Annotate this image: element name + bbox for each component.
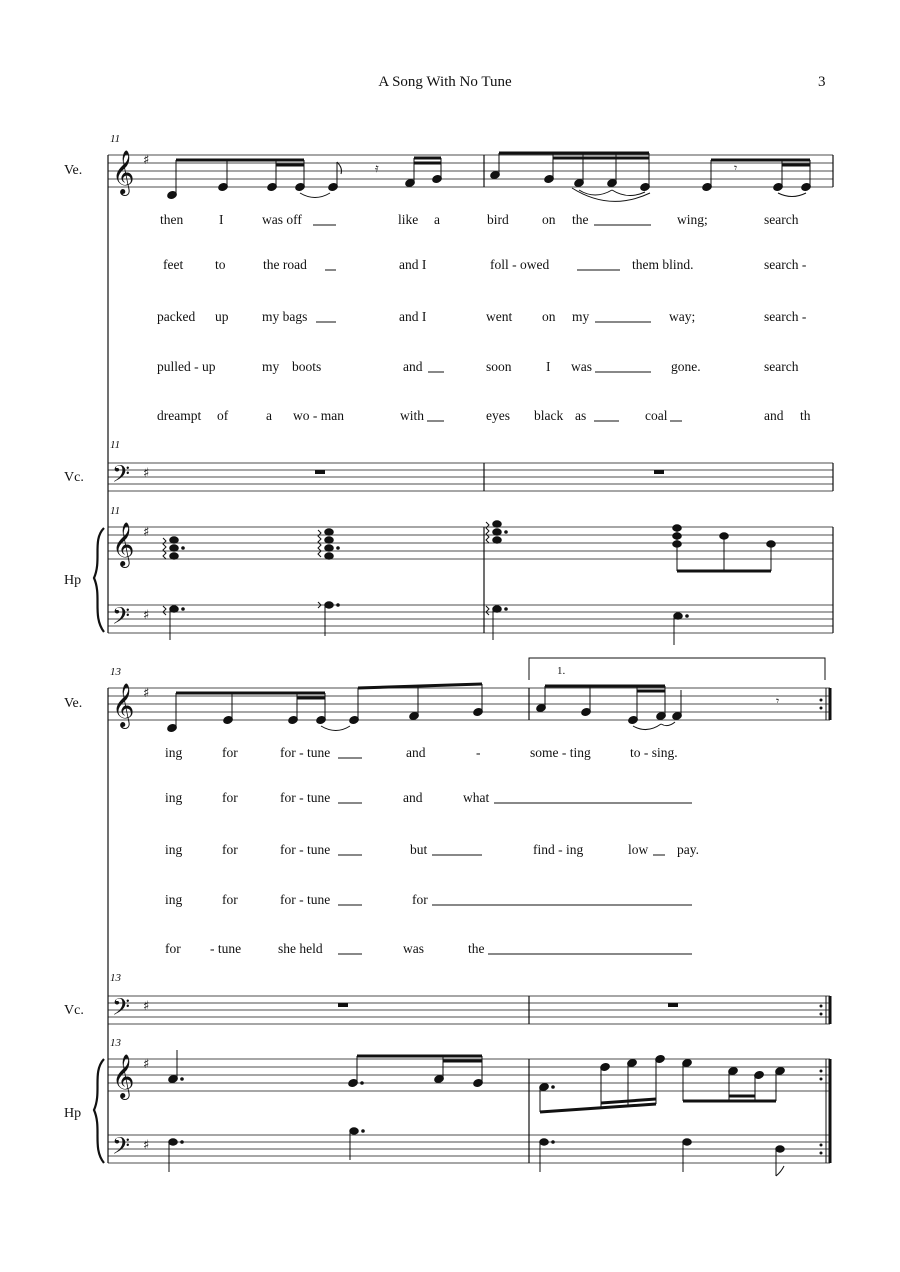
lyric: bird [487, 212, 509, 227]
lyric: was off [262, 212, 302, 227]
lyric: and I [399, 257, 427, 272]
harp-notes-sys2 [168, 1050, 786, 1176]
lyric: for [412, 892, 428, 907]
lyric: gone. [671, 359, 701, 374]
lyric: I [219, 212, 224, 227]
measure-number: 13 [110, 1037, 121, 1049]
cello-label: Vc. [64, 470, 84, 485]
treble-clef-icon: 𝄞 [112, 522, 135, 566]
whole-rest-icon [668, 1003, 678, 1007]
harp-label: Hp [64, 1106, 82, 1121]
harp-label: Hp [64, 573, 82, 588]
lyric: search - [764, 257, 807, 272]
lyric: for [165, 941, 181, 956]
lyric: was [571, 359, 592, 374]
lyric: packed [157, 309, 196, 324]
whole-rest-icon [654, 470, 664, 474]
lyric: coal [645, 408, 668, 423]
lyric: I [546, 359, 551, 374]
bass-clef-icon: 𝄢 [112, 460, 131, 493]
whole-rest-icon [338, 1003, 348, 1007]
lyric: for - tune [280, 745, 331, 760]
lyric: then [160, 212, 184, 227]
lyric: on [542, 212, 556, 227]
lyric: them blind. [632, 257, 694, 272]
lyric: boots [292, 359, 322, 374]
lyrics-system-2 [165, 745, 699, 956]
lyric: foll - owed [490, 257, 550, 272]
voice-label: Ve. [64, 696, 83, 711]
sharp-icon: ♯ [143, 1057, 150, 1072]
system-2 [64, 658, 830, 1176]
sharp-icon: ♯ [143, 466, 150, 481]
lyric: a [434, 212, 440, 227]
lyric: pay. [677, 842, 699, 857]
lyric: my [572, 309, 590, 324]
lyric: and I [399, 309, 427, 324]
lyric: search [764, 212, 799, 227]
page-number: 3 [818, 74, 826, 90]
lyric: was [403, 941, 424, 956]
lyric: what [463, 790, 490, 805]
lyric: of [217, 408, 229, 423]
lyric: ing [165, 842, 183, 857]
brace-icon [94, 1059, 104, 1163]
lyric: the road [263, 257, 307, 272]
lyric: to - sing. [630, 745, 678, 760]
brace-icon [94, 528, 104, 632]
lyric: ing [165, 892, 183, 907]
voice-notes-m13 [167, 684, 484, 733]
lyric: black [534, 408, 564, 423]
lyric: ing [165, 790, 183, 805]
lyric: dreampt [157, 408, 202, 423]
cello-label: Vc. [64, 1003, 84, 1018]
lyric: and [403, 359, 423, 374]
treble-clef-icon: 𝄞 [112, 1054, 135, 1098]
measure-number: 11 [110, 505, 121, 517]
lyric: wing; [677, 212, 708, 227]
lyric: as [575, 408, 587, 423]
bass-clef-icon: 𝄢 [112, 602, 131, 635]
lyric: and [403, 790, 423, 805]
lyric: a [266, 408, 272, 423]
lyric: for [222, 842, 238, 857]
volta-label: 1. [557, 665, 566, 677]
page-title: A Song With No Tune [378, 74, 512, 90]
sharp-icon: ♯ [143, 999, 150, 1014]
lyrics-system-1 [157, 212, 811, 423]
lyric: pulled - up [157, 359, 216, 374]
whole-rest-icon [315, 470, 325, 474]
voice-notes-m12 [490, 153, 812, 201]
rest-icon: 𝄿 [375, 161, 379, 175]
harp-treble-staff [108, 1059, 830, 1163]
measure-number: 13 [110, 972, 121, 984]
treble-clef-icon: 𝄞 [112, 683, 135, 727]
lyric: - tune [210, 941, 242, 956]
lyric: up [215, 309, 229, 324]
lyric: low [628, 842, 649, 857]
measure-number: 11 [110, 133, 121, 145]
measure-number: 13 [110, 666, 121, 678]
lyric: ing [165, 745, 183, 760]
lyric: some - ting [530, 745, 591, 760]
lyric: on [542, 309, 556, 324]
lyric: for [222, 892, 238, 907]
rest-icon: 𝄾 [776, 694, 780, 708]
lyric: th [800, 408, 811, 423]
harp-bass-staff [108, 1135, 830, 1163]
cello-staff [108, 463, 833, 491]
lyric: feet [163, 257, 184, 272]
voice-label: Ve. [64, 163, 83, 178]
sharp-icon: ♯ [143, 153, 150, 168]
bass-clef-icon: 𝄢 [112, 1132, 131, 1165]
lyric: way; [669, 309, 696, 324]
lyric: for - tune [280, 842, 331, 857]
treble-clef-icon: 𝄞 [112, 150, 135, 194]
voice-notes-m14 [536, 686, 683, 730]
lyric: the [572, 212, 589, 227]
measure-number: 11 [110, 439, 121, 451]
lyric: with [400, 408, 425, 423]
lyric: for [222, 745, 238, 760]
lyric: and [406, 745, 426, 760]
lyric: for - tune [280, 892, 331, 907]
volta-bracket [529, 658, 825, 680]
lyric: but [410, 842, 428, 857]
system-1 [64, 133, 833, 645]
lyric: search - [764, 309, 807, 324]
bass-clef-icon: 𝄢 [112, 993, 131, 1026]
lyric: she held [278, 941, 323, 956]
harp-bass-staff [108, 605, 833, 633]
sharp-icon: ♯ [143, 608, 150, 623]
lyric: soon [486, 359, 512, 374]
lyric: - [476, 745, 481, 760]
lyric: my [262, 359, 280, 374]
lyric: find - ing [533, 842, 584, 857]
rest-icon: 𝄾 [734, 161, 738, 175]
lyric: went [486, 309, 513, 324]
lyric: like [398, 212, 419, 227]
sharp-icon: ♯ [143, 686, 150, 701]
lyric: eyes [486, 408, 510, 423]
lyric: wo - man [293, 408, 344, 423]
lyric: my bags [262, 309, 308, 324]
lyric: to [215, 257, 226, 272]
lyric: and [764, 408, 784, 423]
lyric: search [764, 359, 799, 374]
sharp-icon: ♯ [143, 1138, 150, 1153]
cello-staff [108, 996, 830, 1024]
lyric: for [222, 790, 238, 805]
sharp-icon: ♯ [143, 525, 150, 540]
lyric: the [468, 941, 485, 956]
lyric: for - tune [280, 790, 331, 805]
